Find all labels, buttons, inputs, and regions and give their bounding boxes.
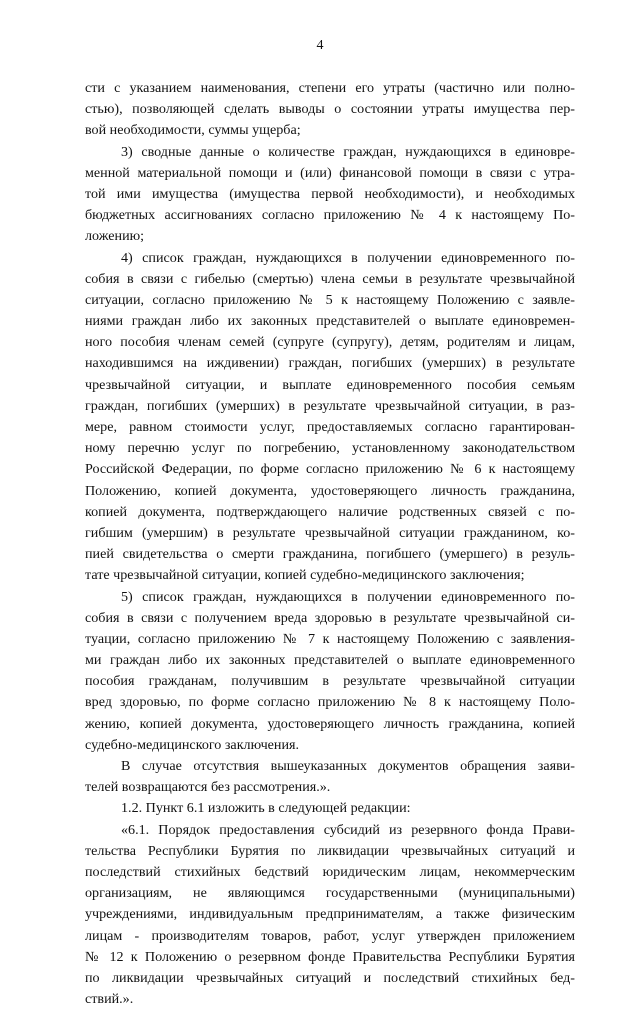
text-line: Российской Федерации, по форме согласно приложению № 6 к настоящему bbox=[85, 461, 575, 478]
text-line: сти с указанием наименования, степени его утраты (частично или полно- bbox=[85, 80, 575, 96]
text-line: учреждениями, индивидуальным предпринимателям, а также физическим bbox=[85, 906, 575, 923]
text-line: вред здоровью, по форме согласно приложению № 8 к настоящему Поло- bbox=[85, 694, 575, 711]
text-line: 3) сводные данные о количестве граждан, нуждающихся в единовре- bbox=[121, 143, 575, 160]
text-line: бюджетных ассигнованиях согласно приложению № 4 к настоящему По- bbox=[85, 207, 575, 224]
text-line: ниями граждан либо их законных представителей о выплате единовремен- bbox=[85, 313, 575, 330]
text-line: последствий стихийных бедствий юридическим лицам, некоммерческим bbox=[85, 863, 575, 880]
page-number: 4 bbox=[316, 38, 324, 53]
text-line: менной материальной помощи и (или) финансовой помощи в связи с утра- bbox=[85, 164, 575, 181]
text-line: находившимся на иждивении) граждан, погибших (умерших) в результате bbox=[85, 355, 575, 372]
text-line: собия в связи с получением вреда здоровью в результате чрезвычайной си- bbox=[85, 609, 575, 626]
text-line: ложению; bbox=[85, 228, 145, 245]
text-line: судебно-медицинского заключения. bbox=[85, 736, 299, 753]
text-line: 1.2. Пункт 6.1 изложить в следующей редакции: bbox=[121, 800, 411, 817]
text-line: ми граждан либо их законных представителей о выплате единовременного bbox=[85, 652, 575, 669]
text-line: копией документа, подтверждающего наличие родственных связей с по- bbox=[85, 503, 575, 520]
text-line: ному перечню услуг по погребению, установленному законодательством bbox=[85, 440, 575, 457]
text-line: собия в связи с гибелью (смертью) члена семьи в результате чрезвычайной bbox=[85, 270, 575, 287]
text-line: чрезвычайной ситуации, и выплате единовременного пособия семьям bbox=[85, 376, 575, 393]
text-line: мере, равном стоимости услуг, предоставляемых согласно гарантирован- bbox=[85, 419, 575, 435]
text-line: туации, согласно приложению № 7 к настоящему Положению с заявления- bbox=[85, 630, 575, 647]
text-line: гибшим (умершим) в результате чрезвычайной ситуации гражданином, ко- bbox=[85, 524, 575, 541]
text-line: той ими имущества (имущества первой необходимости), и необходимых bbox=[85, 185, 575, 202]
text-line: В случае отсутствия вышеуказанных документов обращения заяви- bbox=[121, 758, 575, 774]
text-line: лицам - производителям товаров, работ, услуг утвержден приложением bbox=[85, 927, 575, 944]
text-line: 4) список граждан, нуждающихся в получении единовременного по- bbox=[121, 249, 575, 266]
text-line: тате чрезвычайной ситуации, копией судебно-медицинского заключения; bbox=[85, 567, 525, 584]
text-line: Положению, копией документа, удостоверяющего личность гражданина, bbox=[85, 482, 575, 499]
text-line: жению, копией документа, удостоверяющего личность гражданина, копией bbox=[85, 715, 575, 732]
text-line: пособия гражданам, получившим в результате чрезвычайной ситуации bbox=[85, 673, 575, 690]
text-line: телей возвращаются без рассмотрения.». bbox=[85, 779, 331, 796]
text-line: граждан, погибших (умерших) в результате чрезвычайной ситуации, в раз- bbox=[85, 397, 575, 414]
text-line: стью), позволяющей сделать выводы о состоянии утраты имущества пер- bbox=[85, 101, 575, 118]
text-line: ствий.». bbox=[85, 991, 134, 1008]
text-line: 5) список граждан, нуждающихся в получении единовременного по- bbox=[121, 588, 575, 605]
text-line: «6.1. Порядок предоставления субсидий из резервного фонда Прави- bbox=[121, 821, 575, 838]
text-line: ного пособия членам семей (супруге (супругу), детям, родителям и лицам, bbox=[85, 334, 575, 351]
text-line: тельства Республики Бурятия по ликвидации чрезвычайных ситуаций и bbox=[85, 842, 575, 859]
document-body bbox=[85, 78, 575, 1010]
text-line: организациям, не являющимся государственными (муниципальными) bbox=[85, 885, 575, 902]
text-line: по ликвидации чрезвычайных ситуаций и последствий стихийных бед- bbox=[85, 969, 575, 986]
text-line: ситуации, согласно приложению № 5 к настоящему Положению с заявле- bbox=[85, 291, 575, 308]
text-line: вой необходимости, суммы ущерба; bbox=[85, 122, 301, 139]
text-line: пией свидетельства о смерти гражданина, погибшего (умершего) в резуль- bbox=[85, 546, 575, 563]
text-line: № 12 к Положению о резервном фонде Правительства Республики Бурятия bbox=[85, 948, 575, 965]
